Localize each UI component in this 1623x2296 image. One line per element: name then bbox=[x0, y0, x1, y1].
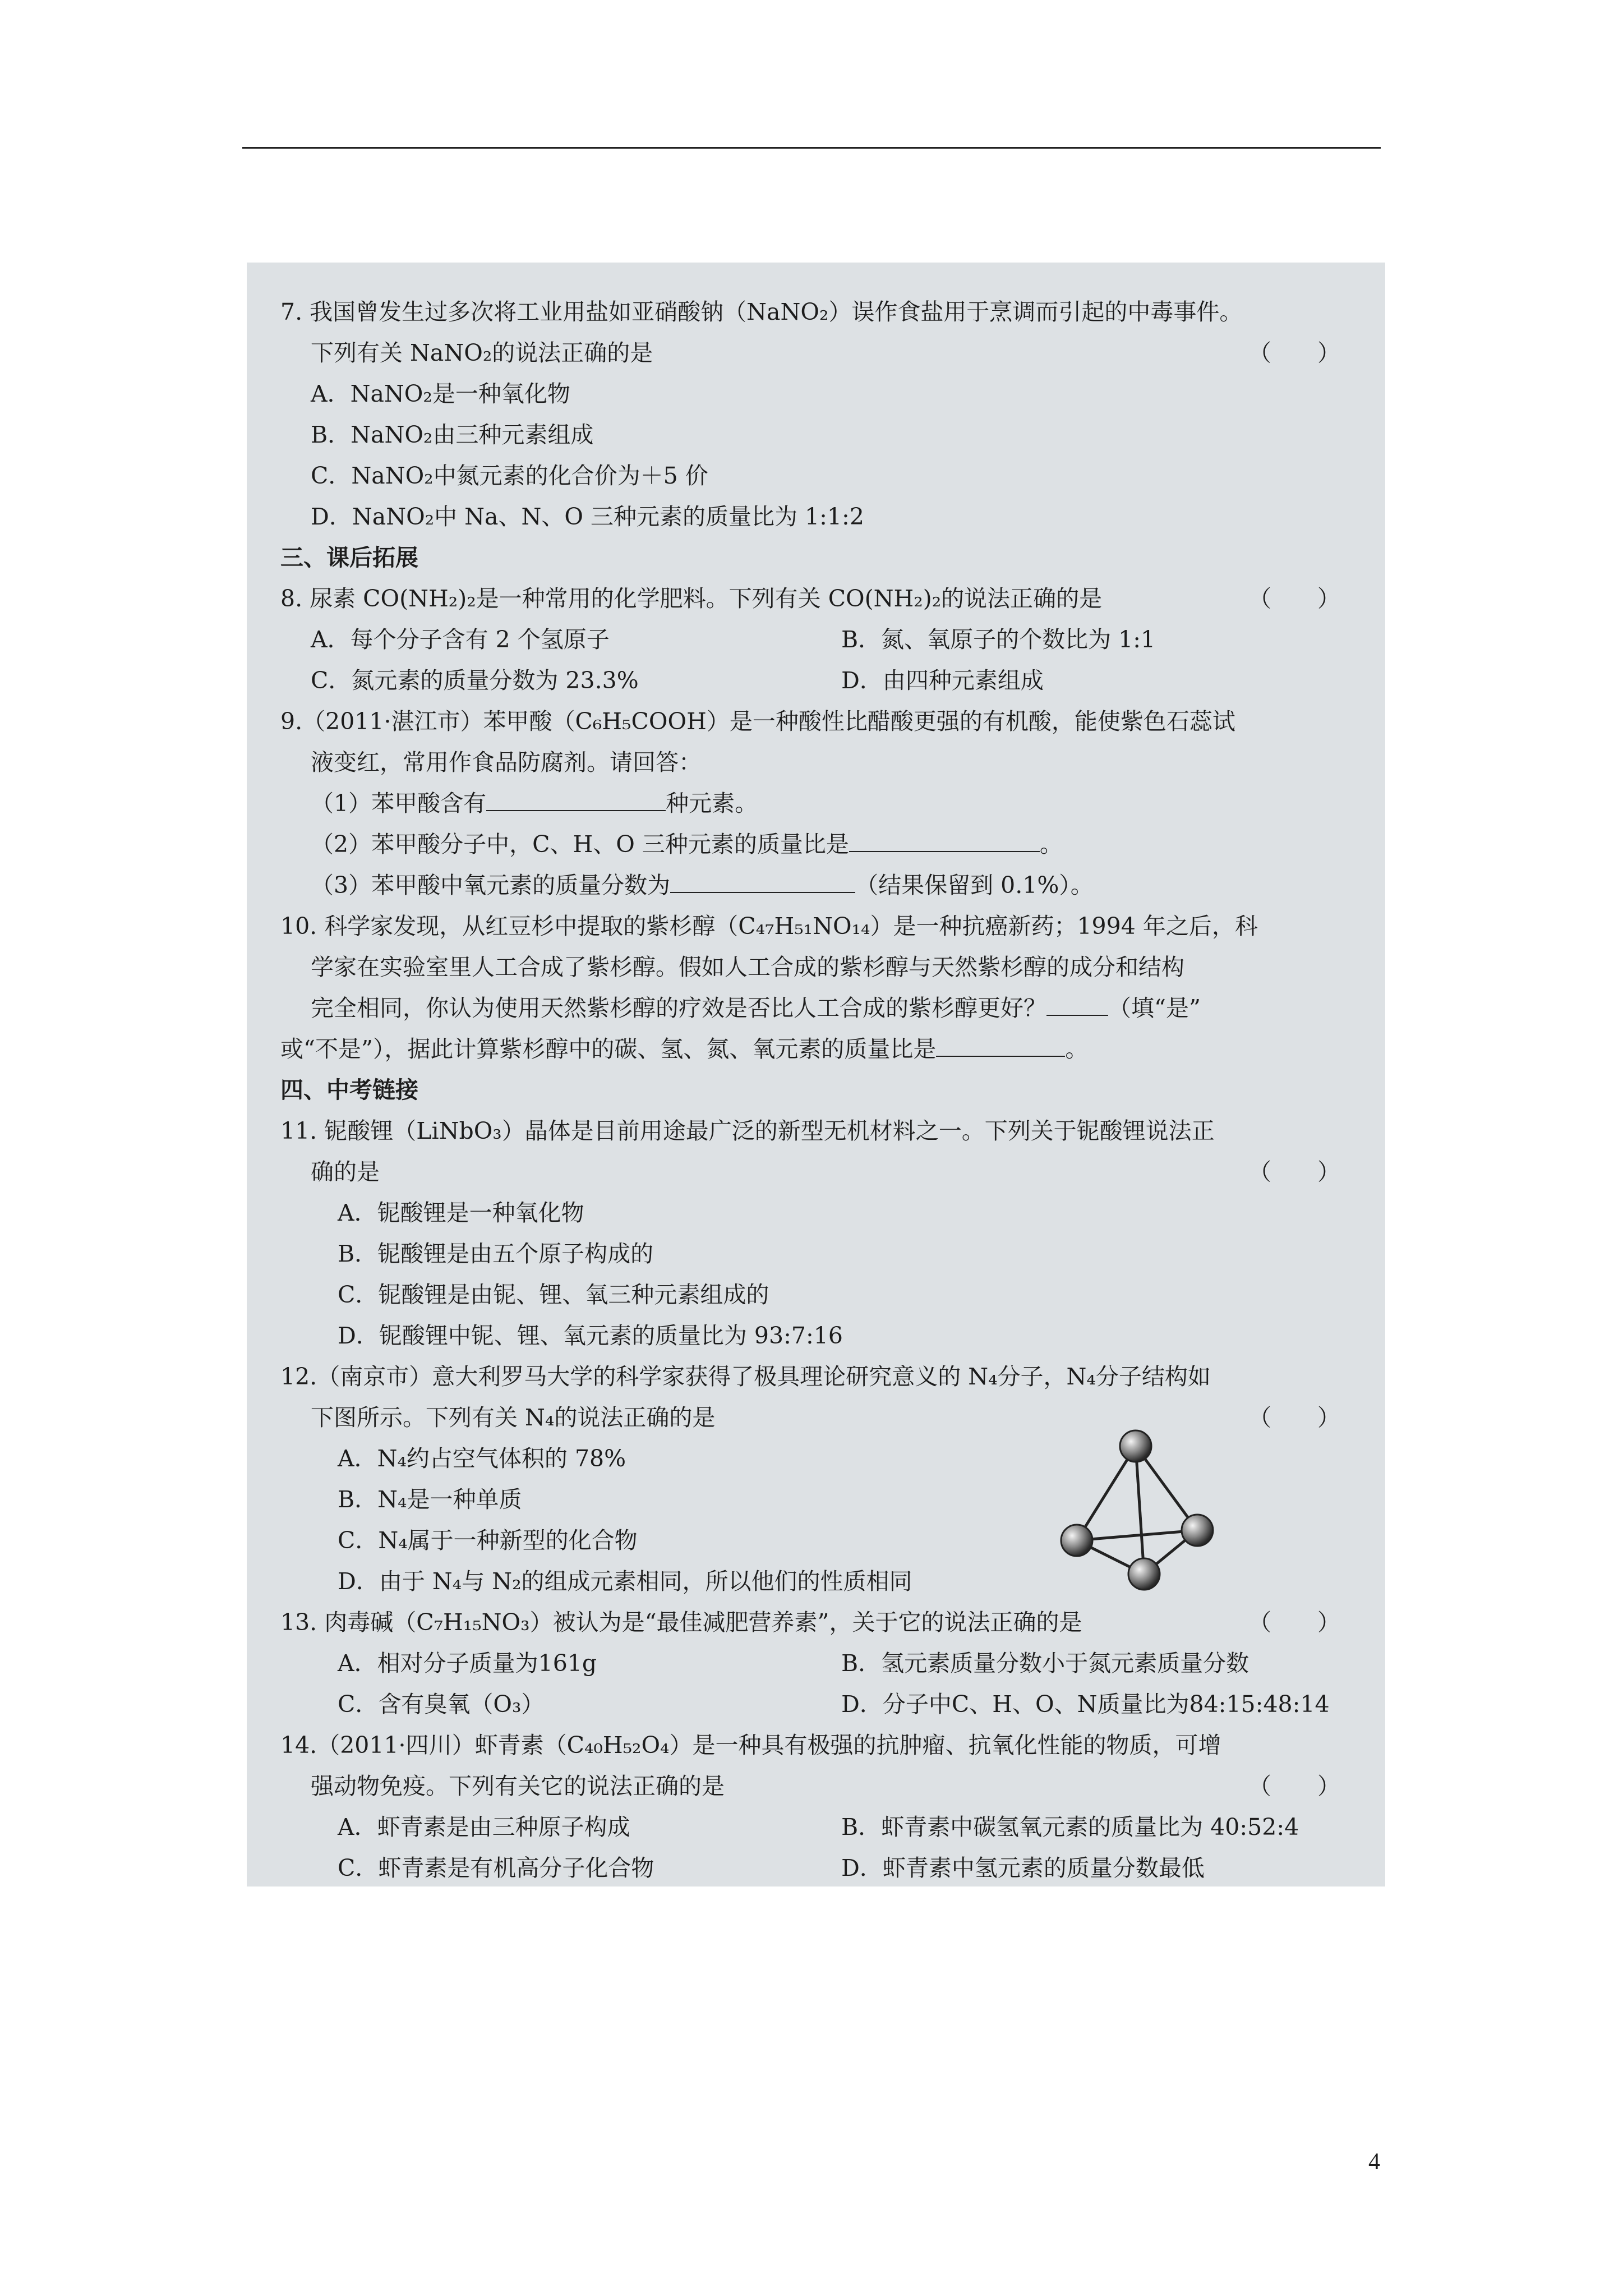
q8-option-d: D．由四种元素组成 bbox=[841, 667, 1044, 694]
q14-options-row1 bbox=[280, 1807, 1352, 1848]
q10-line4-text: 或“不是”），据此计算紫杉醇中的碳、氢、氮、氧元素的质量比是 bbox=[280, 1036, 937, 1062]
q7-stem-line2 bbox=[280, 333, 1352, 374]
q13-options-row1 bbox=[280, 1643, 1352, 1684]
q13-options-row2 bbox=[280, 1684, 1352, 1725]
q14-option-d: D．虾青素中氢元素的质量分数最低 bbox=[841, 1855, 1205, 1881]
q9-subquestion-3 bbox=[280, 865, 1352, 906]
q7-option-a: A．NaNO₂是一种氧化物 bbox=[311, 380, 570, 407]
q12-option-a: A．N₄约占空气体积的 78% bbox=[338, 1445, 626, 1472]
section-heading-4: 四、中考链接 bbox=[280, 1076, 418, 1103]
q9-sub2-blank[interactable] bbox=[849, 829, 1040, 852]
q14-option-c: C．虾青素是有机高分子化合物 bbox=[338, 1855, 654, 1881]
q10-line3-text: 完全相同，你认为使用天然紫杉醇的疗效是否比人工合成的紫杉醇更好？ bbox=[311, 995, 1046, 1022]
q13-answer-paren: （ ） bbox=[1248, 1609, 1340, 1636]
q11-option-d: D．铌酸锂中铌、锂、氧元素的质量比为 93:7:16 bbox=[338, 1322, 843, 1349]
q14-stem-line2 bbox=[280, 1766, 1352, 1807]
q10-line3-suffix: （填“是” bbox=[1108, 995, 1201, 1022]
q10-line4-suffix: 。 bbox=[1065, 1036, 1089, 1062]
q9-sub3-blank[interactable] bbox=[670, 869, 855, 893]
q13-stem-text: 13. 肉毒碱（C₇H₁₅NO₃）被认为是“最佳减肥营养素”，关于它的说法正确的是 bbox=[280, 1609, 1082, 1636]
q12-stem-text: 下图所示。下列有关 N₄的说法正确的是 bbox=[311, 1404, 716, 1431]
n4-molecule-diagram bbox=[1054, 1424, 1223, 1598]
section-heading-3: 三、课后拓展 bbox=[280, 544, 418, 571]
q9-sub2-text: （2）苯甲酸分子中，C、H、O 三种元素的质量比是 bbox=[311, 831, 849, 858]
q13-option-b: B．氢元素质量分数小于氮元素质量分数 bbox=[841, 1650, 1249, 1677]
q9-sub3-suffix: （结果保留到 0.1%）。 bbox=[855, 872, 1094, 899]
q12-option-d: D．由于 N₄与 N₂的组成元素相同，所以他们的性质相同 bbox=[338, 1568, 912, 1595]
q9-sub1-suffix: 种元素。 bbox=[666, 790, 758, 817]
q12-option-c: C．N₄属于一种新型的化合物 bbox=[338, 1527, 638, 1554]
q9-sub3-text: （3）苯甲酸中氧元素的质量分数为 bbox=[311, 872, 671, 899]
q9-sub1-blank[interactable] bbox=[486, 788, 666, 811]
q11-answer-paren: （ ） bbox=[1248, 1158, 1340, 1185]
q10-blank-2[interactable] bbox=[936, 1033, 1065, 1057]
q8-stem-text: 8. 尿素 CO(NH₂)₂是一种常用的化学肥料。下列有关 CO(NH₂)₂的说法正确的是 bbox=[280, 585, 1103, 612]
q10-stem-line4 bbox=[280, 1029, 1352, 1070]
q13-option-a: A．相对分子质量为161g bbox=[338, 1650, 597, 1677]
q8-option-a: A．每个分子含有 2 个氢原子 bbox=[311, 626, 610, 653]
q14-answer-paren: （ ） bbox=[1248, 1773, 1340, 1800]
q8-option-b: B．氮、氧原子的个数比为 1:1 bbox=[841, 626, 1156, 653]
q7-option-c: C．NaNO₂中氮元素的化合价为＋5 价 bbox=[311, 462, 708, 489]
q14-stem-line1: 14.（2011·四川）虾青素（C₄₀H₅₂O₄）是一种具有极强的抗肿瘤、抗氧化性能的物质，可增 bbox=[280, 1732, 1221, 1759]
scanned-exercise-page bbox=[247, 263, 1385, 1887]
q7-answer-paren: （ ） bbox=[1248, 339, 1340, 366]
n4-atom-left bbox=[1061, 1525, 1092, 1556]
q9-sub2-suffix: 。 bbox=[1039, 831, 1063, 858]
q9-stem-line2: 液变红，常用作食品防腐剂。请回答： bbox=[311, 749, 702, 776]
q11-stem-line2 bbox=[280, 1152, 1352, 1193]
q14-stem-text: 强动物免疫。下列有关它的说法正确的是 bbox=[311, 1773, 725, 1800]
q12-option-b: B．N₄是一种单质 bbox=[338, 1486, 522, 1513]
q10-stem-line2: 学家在实验室里人工合成了紫杉醇。假如人工合成的紫杉醇与天然紫杉醇的成分和结构 bbox=[311, 954, 1184, 981]
page-number: 4 bbox=[1368, 2149, 1380, 2175]
n4-atom-front bbox=[1128, 1558, 1160, 1590]
q7-stem-line1: 7. 我国曾发生过多次将工业用盐如亚硝酸钠（NaNO₂）误作食盐用于烹调而引起的中毒事件。 bbox=[280, 298, 1243, 325]
q12-stem-line1: 12.（南京市）意大利罗马大学的科学家获得了极具理论研究意义的 N₄分子，N₄分子结构如 bbox=[280, 1363, 1211, 1390]
q7-option-b: B．NaNO₂由三种元素组成 bbox=[311, 421, 594, 448]
q8-option-c: C．氮元素的质量分数为 23.3% bbox=[311, 667, 639, 694]
header-rule bbox=[242, 147, 1381, 149]
n4-atom-top bbox=[1120, 1430, 1151, 1462]
q9-sub1-text: （1）苯甲酸含有 bbox=[311, 790, 487, 817]
q8-options-row1 bbox=[280, 619, 1352, 660]
q12-answer-paren: （ ） bbox=[1248, 1404, 1340, 1431]
q8-options-row2 bbox=[280, 660, 1352, 701]
q7-option-d: D．NaNO₂中 Na、N、O 三种元素的质量比为 1:1:2 bbox=[311, 503, 864, 530]
q8-answer-paren: （ ） bbox=[1248, 585, 1340, 612]
n4-bonds bbox=[1077, 1446, 1197, 1574]
q8-stem-line1 bbox=[280, 578, 1352, 619]
q10-stem-line1: 10. 科学家发现，从红豆杉中提取的紫杉醇（C₄₇H₅₁NO₁₄）是一种抗癌新药；1994 年之后，科 bbox=[280, 913, 1258, 940]
q11-stem-text: 确的是 bbox=[311, 1158, 380, 1185]
q11-option-b: B．铌酸锂是由五个原子构成的 bbox=[338, 1240, 654, 1267]
n4-atom-right bbox=[1182, 1515, 1213, 1546]
q7-stem-text: 下列有关 NaNO₂的说法正确的是 bbox=[311, 339, 653, 366]
q14-option-a: A．虾青素是由三种原子构成 bbox=[338, 1814, 630, 1841]
q9-subquestion-2 bbox=[280, 824, 1352, 865]
q9-stem-line1: 9.（2011·湛江市）苯甲酸（C₆H₅COOH）是一种酸性比醋酸更强的有机酸，能使紫色石蕊试 bbox=[280, 708, 1235, 735]
q11-stem-line1: 11. 铌酸锂（LiNbO₃）晶体是目前用途最广泛的新型无机材料之一。下列关于铌酸锂说法正 bbox=[280, 1117, 1215, 1144]
q14-option-b: B．虾青素中碳氢氧元素的质量比为 40:52:4 bbox=[841, 1814, 1299, 1841]
q13-option-c: C．含有臭氧（O₃） bbox=[338, 1691, 545, 1718]
q14-options-row2 bbox=[280, 1848, 1352, 1889]
q10-stem-line3 bbox=[280, 988, 1352, 1029]
q9-subquestion-1 bbox=[280, 783, 1352, 824]
q13-stem-line1 bbox=[280, 1602, 1352, 1643]
q11-option-a: A．铌酸锂是一种氧化物 bbox=[338, 1199, 584, 1226]
q10-blank-1[interactable] bbox=[1046, 992, 1108, 1016]
q13-option-d: D．分子中C、H、O、N质量比为84:15:48:14 bbox=[841, 1691, 1330, 1718]
q11-option-c: C．铌酸锂是由铌、锂、氧三种元素组成的 bbox=[338, 1281, 769, 1308]
